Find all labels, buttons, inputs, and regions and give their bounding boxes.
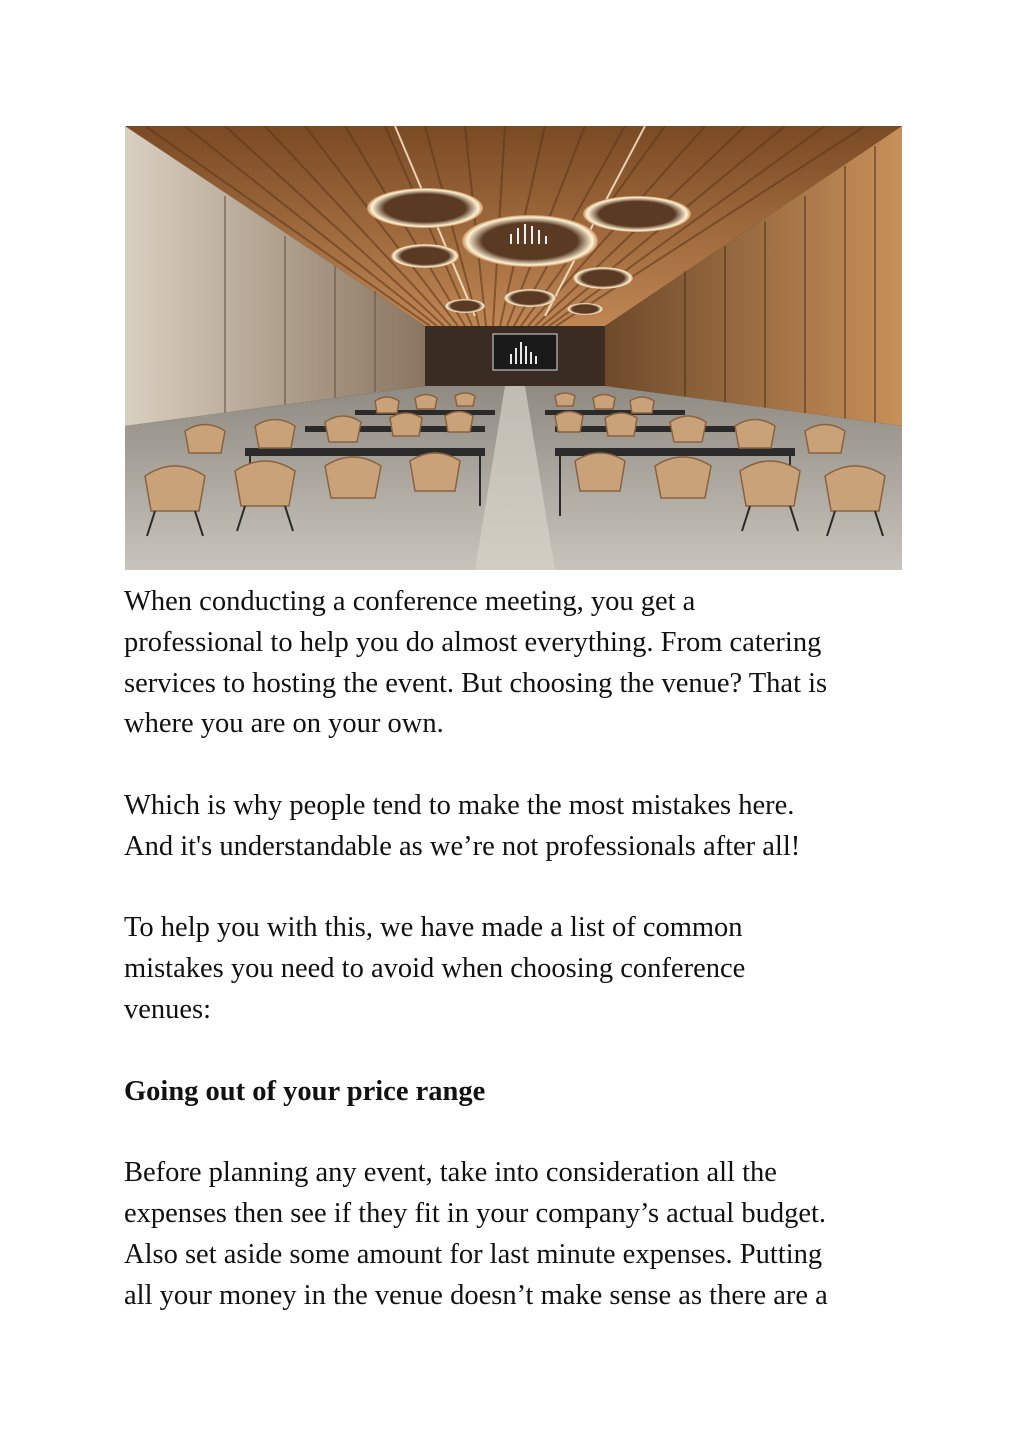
section-heading-price-range: Going out of your price range — [124, 1075, 486, 1107]
paragraph-mistakes: Which is why people tend to make the most mistakes here. And it's understandable as we’re not professionals after all! — [124, 789, 801, 862]
paragraph-list-intro: To help you with this, we have made a list of common mistakes you need to avoid when choosing conference venues: — [124, 912, 746, 1025]
conference-hall-image — [125, 126, 902, 570]
paragraph-intro: When conducting a conference meeting, you get a professional to help you do almost everything. From catering services to hosting the event. But choosing the venue? That is where you are on your own. — [124, 586, 828, 740]
paragraph-budget: Before planning any event, take into consideration all the expenses then see if they fit in your company’s actual budget. Also set aside some amount for last minute expenses. Putting all your money in the venue doesn’t make sense as there are a — [124, 1157, 828, 1311]
conference-hall-illustration — [125, 126, 902, 570]
article-body — [124, 582, 904, 1316]
